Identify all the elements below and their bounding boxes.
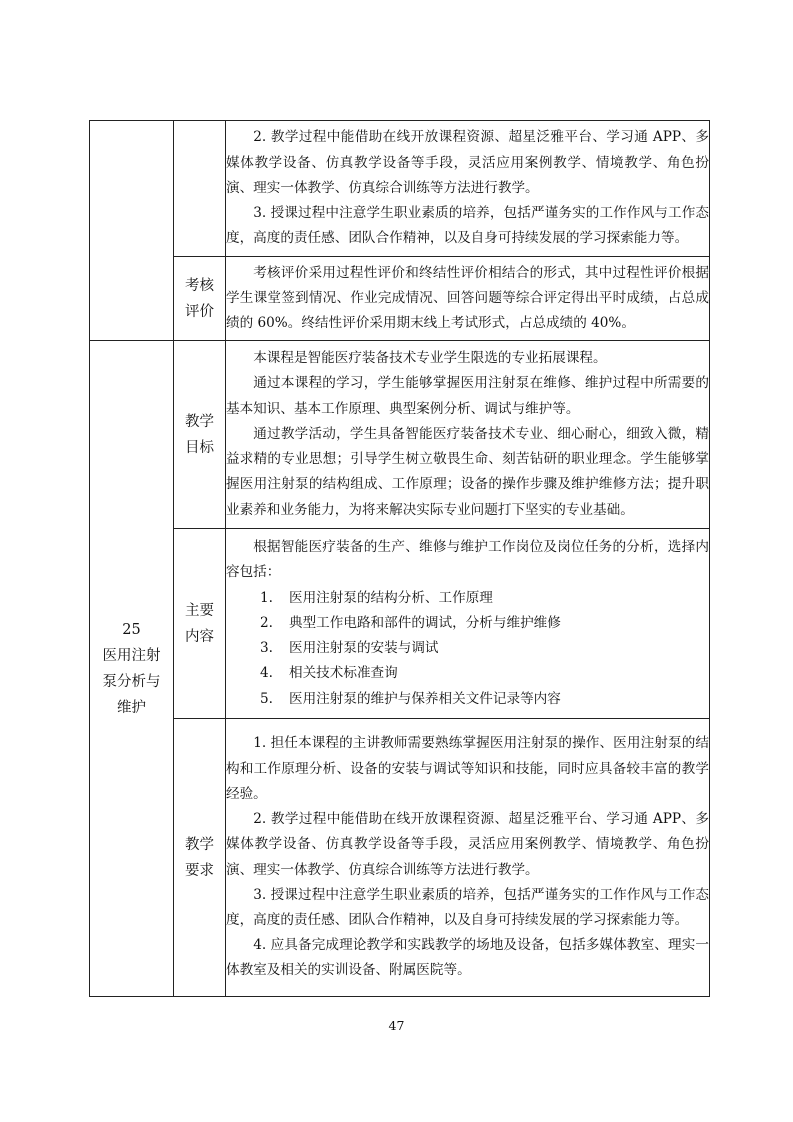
course-name-line: 维护 <box>117 699 146 716</box>
list-number: 5. <box>260 690 273 707</box>
list-text: 医用注射泵的维护与保养相关文件记录等内容 <box>289 690 561 707</box>
paragraph: 根据智能医疗装备的生产、维修与维护工作岗位及岗位任务的分析，选择内容包括： <box>226 539 709 581</box>
paragraph: 3. 授课过程中注意学生职业素质的培养，包括严谨务实的工作作风与工作态度，高度的责任感、团队合作精神，以及自身可持续发展的学习探索能力等。 <box>226 205 709 247</box>
list-text: 典型工作电路和部件的调试，分析与维护维修 <box>289 614 561 631</box>
prev-requirements-cell <box>226 121 710 257</box>
course-number: 25 <box>122 621 141 638</box>
objectives-cell <box>226 341 710 529</box>
assessment-label-cell <box>174 257 226 341</box>
requirements-label-cell <box>174 719 226 997</box>
paragraph: 2. 教学过程中能借助在线开放课程资源、超星泛雅平台、学习通 APP、多媒体教学设备、仿真教学设备等手段，灵活应用案例教学、情境教学、角色扮演、理实一体教学、仿真综合训练等方法进行教学。 <box>226 129 709 196</box>
prev-course-cell <box>90 121 174 341</box>
table-row <box>90 341 710 529</box>
list-item <box>226 611 709 636</box>
prev-requirements-label-cell <box>174 121 226 257</box>
curriculum-table <box>89 120 710 997</box>
requirements-cell <box>226 719 710 997</box>
list-number: 2. <box>260 614 273 631</box>
table-row <box>90 529 710 719</box>
list-number: 4. <box>260 665 273 682</box>
content-cell <box>226 529 710 719</box>
paragraph: 本课程是智能医疗装备技术专业学生限选的专业拓展课程。 <box>253 350 607 367</box>
paragraph: 2. 教学过程中能借助在线开放课程资源、超星泛雅平台、学习通 APP、多媒体教学设备、仿真教学设备等手段，灵活应用案例教学、情境教学、角色扮演、理实一体教学、仿真综合训练等方法进行教学。 <box>226 811 709 878</box>
list-text: 医用注射泵的结构分析、工作原理 <box>289 589 493 606</box>
page-number: 47 <box>388 1018 405 1033</box>
label-line: 教学 <box>185 836 214 853</box>
list-number: 1. <box>260 589 273 606</box>
table-row <box>90 121 710 257</box>
course-name-line: 泵分析与 <box>102 673 161 690</box>
list-item <box>226 636 709 661</box>
list-text: 相关技术标准查询 <box>289 665 398 682</box>
course-name-line: 医用注射 <box>102 647 161 664</box>
objectives-label-cell <box>174 341 226 529</box>
content-label-cell <box>174 529 226 719</box>
label-line: 目标 <box>185 439 214 456</box>
label-line: 评价 <box>185 303 214 320</box>
assessment-cell <box>226 257 710 341</box>
list-text: 医用注射泵的安装与调试 <box>289 640 439 657</box>
table-row <box>90 719 710 997</box>
list-item <box>226 586 709 611</box>
list-item <box>226 687 709 712</box>
paragraph: 通过本课程的学习，学生能够掌握医用注射泵在维修、维护过程中所需要的基本知识、基本工作原理、典型案例分析、调试与维护等。 <box>226 375 709 417</box>
label-line: 教学 <box>185 413 214 430</box>
paragraph: 考核评价采用过程性评价和终结性评价相结合的形式，其中过程性评价根据学生课堂签到情况、作业完成情况、回答问题等综合评定得出平时成绩，占总成绩的 60%。终结性评价采用期末线上考试形式，占总成绩的 40%。 <box>226 264 709 332</box>
table-row <box>90 257 710 341</box>
paragraph: 4. 应具备完成理论教学和实践教学的场地及设备，包括多媒体教室、理实一体教室及相关的实训设备、附属医院等。 <box>226 937 709 979</box>
paragraph: 3. 授课过程中注意学生职业素质的培养，包括严谨务实的工作作风与工作态度，高度的责任感、团队合作精神，以及自身可持续发展的学习探索能力等。 <box>226 886 709 928</box>
paragraph: 通过教学活动，学生具备智能医疗装备技术专业、细心耐心，细致入微，精益求精的专业思想；引导学生树立敬畏生命、刻苦钻研的职业理念。学生能够掌握医用注射泵的结构组成、工作原理；设备的操作步骤及维护维修方法；提升职业素养和业务能力，为将来解决实际专业问题打下坚实的专业基础。 <box>226 425 709 518</box>
label-line: 要求 <box>185 862 214 879</box>
label-line: 考核 <box>185 277 214 294</box>
list-item <box>226 661 709 686</box>
label-line: 内容 <box>185 628 214 645</box>
content-list <box>226 586 709 712</box>
paragraph: 1. 担任本课程的主讲教师需要熟练掌握医用注射泵的操作、医用注射泵的结构和工作原理分析、设备的安装与调试等知识和技能，同时应具备较丰富的教学经验。 <box>226 735 709 802</box>
list-number: 3. <box>260 640 273 657</box>
course-title-cell <box>90 341 174 997</box>
label-line: 主要 <box>185 602 214 619</box>
